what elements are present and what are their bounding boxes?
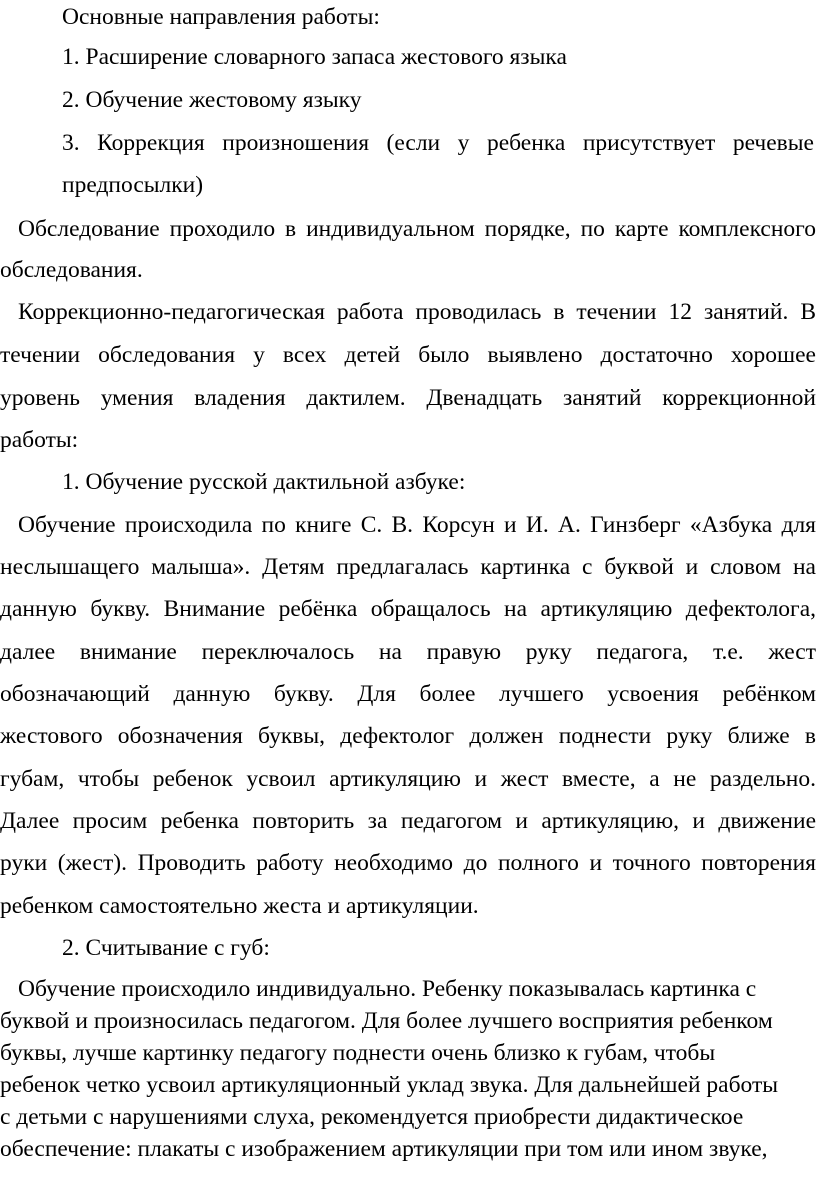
paragraph-line: Обучение происходило индивидуально. Ребенку показывалась картинка с <box>18 976 757 1002</box>
paragraph-line: буквы, лучше картинку педагогу поднести очень близко к губам, чтобы <box>0 1040 716 1066</box>
paragraph-line: Коррекционно-педагогическая работа проводилась в течении 12 занятий. В <box>18 299 816 325</box>
list-item-2: 2. Обучение жестовому языку <box>62 87 362 113</box>
paragraph-line: губам, чтобы ребенок усвоил артикуляцию и жест вместе, а не раздельно. <box>0 766 816 792</box>
paragraph-line: обеспечение: плакаты с изображением артикуляции при том или ином звуке, <box>0 1136 768 1162</box>
paragraph-line: неслышащего малыша». Детям предлагалась картинка с буквой и словом на <box>0 554 816 580</box>
paragraph-line: с детьми с нарушениями слуха, рекомендуется приобрести дидактическое <box>0 1104 744 1130</box>
paragraph-line: ребенком самостоятельно жеста и артикуляции. <box>0 893 479 919</box>
heading-main-directions: Основные направления работы: <box>62 4 380 30</box>
subheading-lip-reading: 2. Считывание с губ: <box>62 935 270 961</box>
paragraph-line: Обследование проходило в индивидуальном порядке, по карте комплексного <box>18 216 816 242</box>
list-item-3-continued: предпосылки) <box>62 172 204 198</box>
paragraph-line: данную букву. Внимание ребёнка обращалось на артикуляцию дефектолога, <box>0 596 816 622</box>
paragraph-line: руки (жест). Проводить работу необходимо до полного и точного повторения <box>0 850 816 876</box>
paragraph-line: уровень умения владения дактилем. Двенадцать занятий коррекционной <box>0 385 816 411</box>
paragraph-line: буквой и произносилась педагогом. Для более лучшего восприятия ребенком <box>0 1008 773 1034</box>
list-item-1: 1. Расширение словарного запаса жестового языка <box>62 44 567 70</box>
paragraph-line: Далее просим ребенка повторить за педагогом и артикуляцию, и движение <box>0 808 816 834</box>
paragraph-line: далее внимание переключалось на правую руку педагога, т.е. жест <box>0 639 816 665</box>
paragraph-line: ребенок четко усвоил артикуляционный уклад звука. Для дальнейшей работы <box>0 1072 779 1098</box>
paragraph-line: обследования. <box>0 257 143 283</box>
subheading-dactyl-alphabet: 1. Обучение русской дактильной азбуке: <box>62 469 466 495</box>
list-item-3: 3. Коррекция произношения (если у ребенка присутствует речевые <box>62 130 814 156</box>
paragraph-line: жестового обозначения буквы, дефектолог должен поднести руку ближе в <box>0 723 816 749</box>
paragraph-line: Обучение происходила по книге С. В. Корсун и И. А. Гинзберг «Азбука для <box>18 512 816 538</box>
paragraph-line: работы: <box>0 427 79 453</box>
paragraph-line: обозначающий данную букву. Для более лучшего усвоения ребёнком <box>0 681 816 707</box>
paragraph-line: течении обследования у всех детей было выявлено достаточно хорошее <box>0 342 816 368</box>
